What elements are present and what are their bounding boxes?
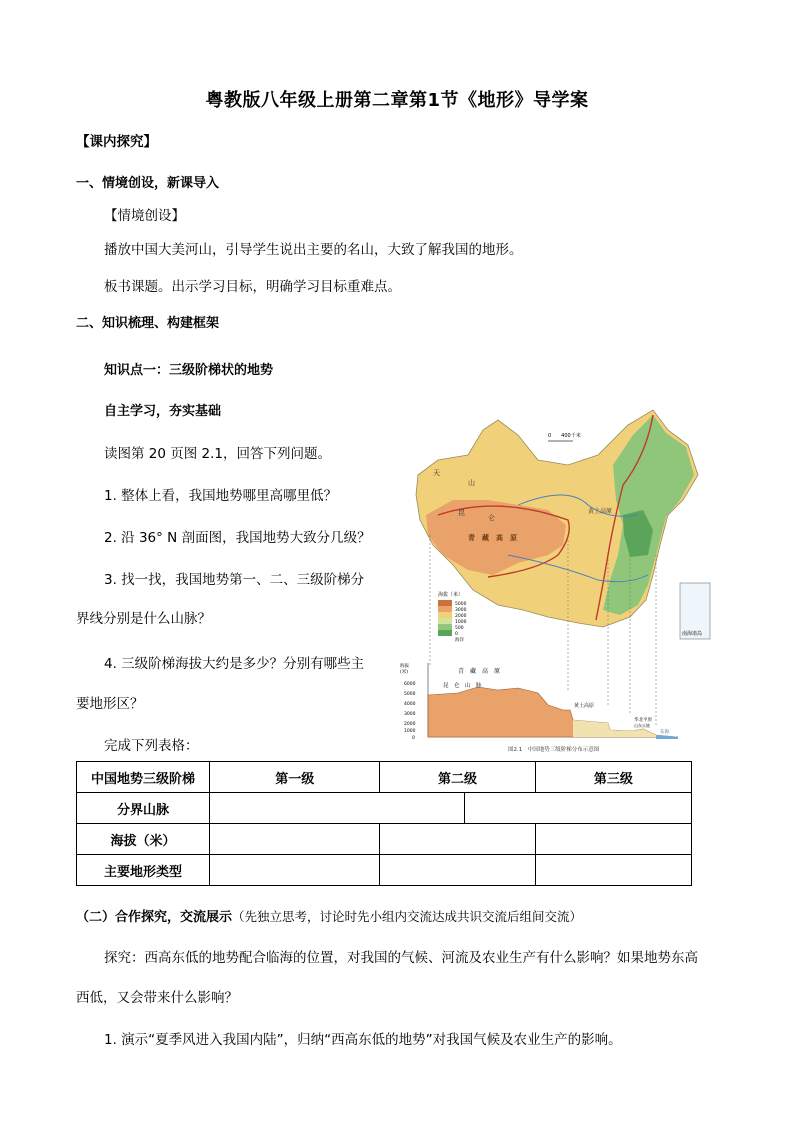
profile-label-tibet: 青 藏 高 原 [458,668,501,675]
profile-tick: 4000 [404,702,416,707]
label-shan: 山 [468,479,475,487]
cooperation-title: （二）合作探究，交流展示 [76,910,233,925]
row-label: 海拔（米） [77,824,210,855]
question-3-line-1: 3. 找一找，我国地势第一、二、三级阶梯分 [104,572,365,588]
table-row [77,855,692,886]
table-row [77,824,692,855]
legend-value: 0 [455,632,458,637]
label-kun: 昆 [458,509,465,517]
profile-tick: 1000 [404,729,416,734]
explore-item-1: 1. 演示“夏季风进入我国内陆”，归纳“西高东低的地势”对我国气候及农业生产的影响。 [104,1032,622,1048]
profile-label-shandong-hills: 山东丘陵 [634,723,650,728]
legend-title: 海拔（米） [438,592,464,598]
explore-question-line-2: 西低，又会带来什么影响？ [76,990,238,1006]
table-header-row [77,762,692,793]
section-heading-2: 二、知识梳理、构建框架 [76,316,220,331]
read-instruction: 读图第 20 页图 2.1，回答下列问题。 [104,446,332,462]
terrain-map-svg [398,405,718,757]
elevation-profile [400,662,678,741]
profile-tick: 0 [412,736,415,741]
section-heading-1: 一、情境创设，新课导入 [76,176,220,191]
question-1: 1. 整体上看，我国地势哪里高哪里低？ [104,488,338,504]
question-4-line-1: 4. 三级阶梯海拔大约是多少？分别有哪些主 [104,656,365,672]
row-label: 主要地形类型 [77,855,210,886]
label-loess-plateau: 黄土高原 [588,508,613,515]
profile-label-north-china-plain: 华北平原 [634,718,652,723]
profile-tick: 2000 [404,722,416,727]
china-terrain-map-figure [398,405,718,757]
cooperation-heading [76,906,582,925]
answer-cell[interactable] [535,824,691,855]
label-lun: 仑 [488,514,495,522]
profile-tick: 6000 [404,682,416,687]
question-3-line-2: 界线分别是什么山脉？ [76,611,211,627]
row-label: 分界山脉 [77,793,210,824]
paragraph-scenario-1: 播放中国大美河山，引导学生说出主要的名山，大致了解我国的地形。 [104,242,523,258]
elevation-legend [438,591,467,643]
boundary-cells [210,793,692,824]
table-header-cell: 第一级 [210,762,380,793]
profile-label-kunlun: 昆 仑 山 脉 [443,683,482,689]
paragraph-scenario-2: 板书课题。出示学习目标，明确学习目标重难点。 [104,279,401,295]
question-4-line-2: 要地形区？ [76,696,144,712]
legend-value: 500 [455,626,464,631]
map-scale: 0 400千米 [548,433,581,439]
legend-value: 1000 [455,620,467,625]
cooperation-note: （先独立思考，讨论时先小组内交流达成共识交流后组间交流） [232,909,583,924]
profile-ylabel: 海拔 [400,664,409,669]
self-study-heading: 自主学习，夯实基础 [104,404,222,419]
table-row [77,793,692,824]
map-caption: 图2.1 中国地势三级阶梯分布示意图 [508,747,600,753]
table-header-cell: 第三级 [535,762,691,793]
profile-tick: 3000 [404,712,416,717]
answer-cell[interactable] [465,793,691,823]
terrain-steps-table [76,761,692,886]
label-tian: 天 [433,469,440,477]
legend-value: 海洋 [455,638,464,643]
inset-label: 南海诸岛 [682,631,703,637]
legend-value: 5000 [455,602,467,607]
question-2: 2. 沿 36° N 剖面图，我国地势大致分几级？ [104,530,371,546]
knowledge-point-1: 知识点一：三级阶梯状的地势 [104,363,274,378]
answer-cell[interactable] [380,855,535,886]
answer-cell[interactable] [210,824,380,855]
label-tibet-plateau: 青 藏 高 原 [468,534,517,542]
legend-value: 2000 [455,614,467,619]
profile-label-east-sea: 东海 [660,730,669,735]
profile-tick: 5000 [404,692,416,697]
page-title: 粤教版八年级上册第二章第1节《地形》导学案 [205,90,589,111]
explore-question-line-1: 探究：西高东低的地势配合临海的位置，对我国的气候、河流及农业生产有什么影响？如果地势东高 [104,950,698,966]
profile-ylabel: (米) [400,670,409,675]
profile-label-loess: 黄土高原 [574,703,595,709]
subheading-scenario: 【情境创设】 [104,208,185,224]
answer-cell[interactable] [380,824,535,855]
answer-cell[interactable] [535,855,691,886]
answer-cell[interactable] [210,793,465,823]
section-label: 【课内探究】 [76,134,157,150]
table-instruction: 完成下列表格： [104,738,199,754]
table-header-cell: 中国地势三级阶梯 [77,762,210,793]
answer-cell[interactable] [210,855,380,886]
legend-value: 3000 [455,608,467,613]
table-header-cell: 第二级 [380,762,535,793]
